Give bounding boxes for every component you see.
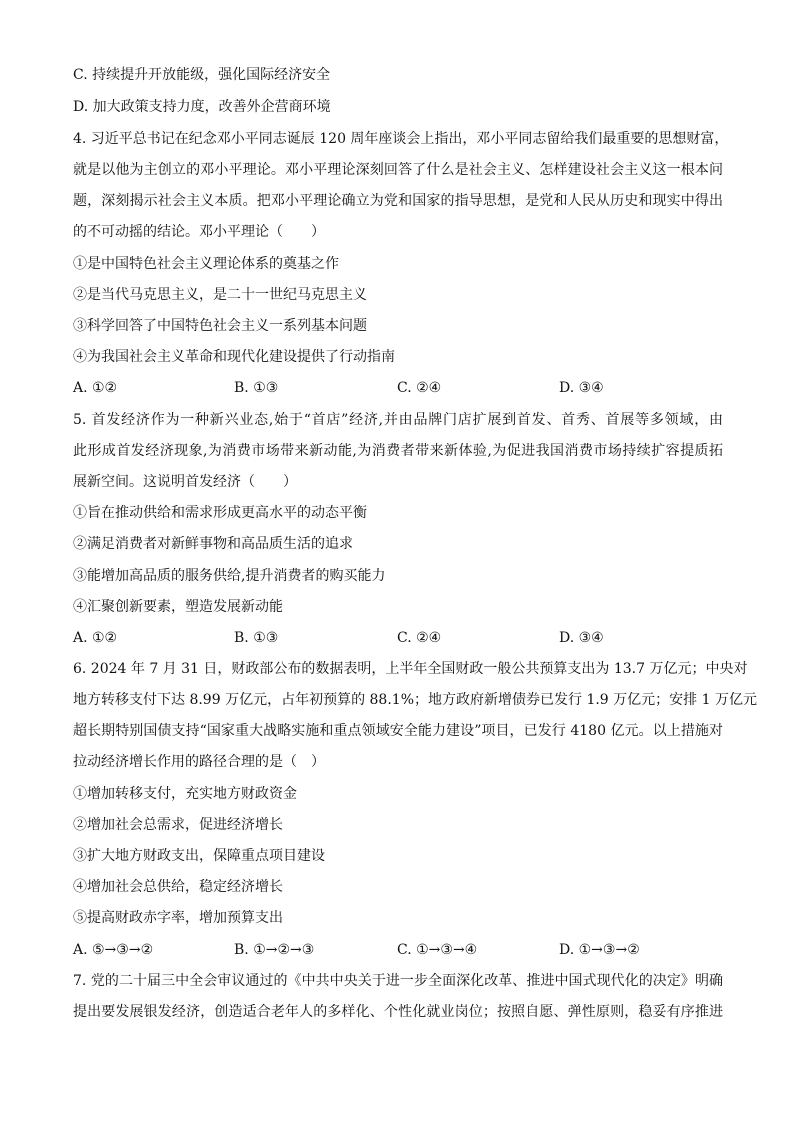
q4-item: ①是中国特色社会主义理论体系的奠基之作 bbox=[73, 256, 339, 272]
q6-stem-line: 超长期特别国债支持“国家重大战略实施和重点领域安全能力建设”项目，已发行 4180 亿元。以上措施对 bbox=[73, 723, 723, 739]
q4-stem-line: 的不可动摇的结论。邓小平理论（ ） bbox=[73, 224, 325, 240]
q6-item: ⑤提高财政赤字率，增加预算支出 bbox=[73, 910, 283, 926]
q4-stem-line: 4. 习近平总书记在纪念邓小平同志诞辰 120 周年座谈会上指出，邓小平同志留给我们最重要的思想财富， bbox=[73, 131, 729, 147]
q5-stem-line: 此形成首发经济现象,为消费市场带来新动能,为消费者带来新体验,为促进我国消费市场持续扩容提质拓 bbox=[73, 443, 723, 459]
q4-stem-line: 就是以他为主创立的邓小平理论。邓小平理论深刻回答了什么是社会主义、怎样建设社会主义这一根本问 bbox=[73, 162, 723, 178]
q3-option-d: D. 加大政策支持力度，改善外企营商环境 bbox=[73, 99, 331, 115]
q5-item: ①旨在推动供给和需求形成更高水平的动态平衡 bbox=[73, 505, 367, 521]
q6-choices bbox=[73, 940, 723, 960]
q6-item: ①增加转移支付，充实地方财政资金 bbox=[73, 786, 297, 802]
q5-item: ②满足消费者对新鲜事物和高品质生活的追求 bbox=[73, 536, 353, 552]
q6-choice-b[interactable]: B. ①→②→③ bbox=[234, 942, 315, 958]
q4-choice-d[interactable]: D. ③④ bbox=[559, 380, 604, 396]
q4-item: ②是当代马克思主义，是二十一世纪马克思主义 bbox=[73, 287, 367, 303]
q4-choices bbox=[73, 378, 723, 398]
q6-stem-line: 6. 2024 年 7 月 31 日，财政部公布的数据表明，上半年全国财政一般公共预算支出为 13.7 万亿元；中央对 bbox=[73, 661, 748, 677]
q6-stem-line: 拉动经济增长作用的路径合理的是（ ） bbox=[73, 754, 325, 770]
q7-stem-line: 7. 党的二十届三中全会审议通过的《中共中央关于进一步全面深化改革、推进中国式现代化的决定》明确 bbox=[73, 973, 723, 989]
q5-stem-line: 展新空间。这说明首发经济（ ） bbox=[73, 474, 297, 490]
q6-choice-d[interactable]: D. ①→③→② bbox=[559, 942, 640, 958]
q5-choice-c[interactable]: C. ②④ bbox=[397, 630, 442, 646]
q4-stem-line: 题，深刻揭示社会主义本质。把邓小平理论确立为党和国家的指导思想，是党和人民从历史和现实中得出 bbox=[73, 193, 723, 209]
q4-choice-c[interactable]: C. ②④ bbox=[397, 380, 442, 396]
q4-choice-b[interactable]: B. ①③ bbox=[234, 380, 279, 396]
q5-choices bbox=[73, 628, 723, 648]
q6-choice-c[interactable]: C. ①→③→④ bbox=[397, 942, 478, 958]
q4-item: ④为我国社会主义革命和现代化建设提供了行动指南 bbox=[73, 349, 395, 365]
q5-item: ④汇聚创新要素，塑造发展新动能 bbox=[73, 599, 283, 615]
q6-stem-line: 地方转移支付下达 8.99 万亿元，占年初预算的 88.1%；地方政府新增债券已发行 1.9 万亿元；安排 1 万亿元 bbox=[73, 692, 757, 708]
q6-item: ③扩大地方财政支出，保障重点项目建设 bbox=[73, 848, 325, 864]
q6-item: ②增加社会总需求，促进经济增长 bbox=[73, 817, 283, 833]
q4-item: ③科学回答了中国特色社会主义一系列基本问题 bbox=[73, 318, 367, 334]
q5-item: ③能增加高品质的服务供给,提升消费者的购买能力 bbox=[73, 568, 386, 584]
q3-option-c: C. 持续提升开放能级，强化国际经济安全 bbox=[73, 67, 331, 83]
q5-stem-line: 5. 首发经济作为一种新兴业态,始于“首店”经济,并由品牌门店扩展到首发、首秀、首展等多领域，由 bbox=[73, 412, 723, 428]
q5-choice-b[interactable]: B. ①③ bbox=[234, 630, 279, 646]
q6-choice-a[interactable]: A. ⑤→③→② bbox=[73, 942, 154, 958]
q6-item: ④增加社会总供给，稳定经济增长 bbox=[73, 879, 283, 895]
q7-stem-line: 提出要发展银发经济，创造适合老年人的多样化、个性化就业岗位；按照自愿、弹性原则，稳妥有序推进 bbox=[73, 1004, 723, 1020]
q5-choice-d[interactable]: D. ③④ bbox=[559, 630, 604, 646]
q4-choice-a[interactable]: A. ①② bbox=[73, 380, 118, 396]
q5-choice-a[interactable]: A. ①② bbox=[73, 630, 118, 646]
